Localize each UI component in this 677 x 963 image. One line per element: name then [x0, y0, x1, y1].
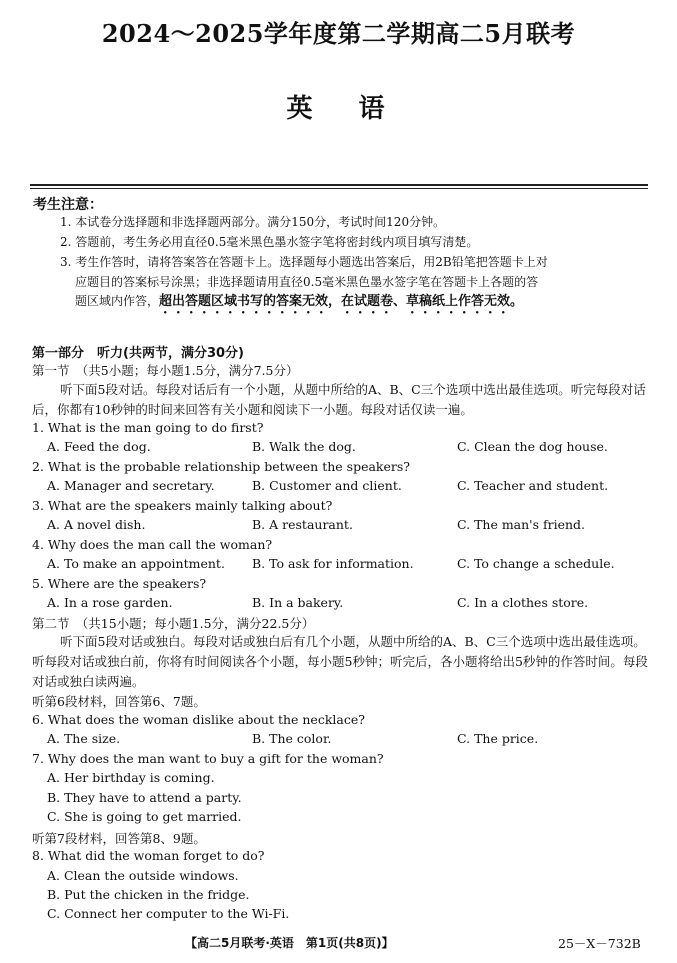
question-8-option-c[interactable]: C. Connect her computer to the Wi-Fi.	[47, 906, 290, 921]
option-c[interactable]: C. The man's friend.	[457, 517, 586, 532]
question-7-option-b[interactable]: B. They have to attend a party.	[47, 790, 242, 805]
question-8: 8. What did the woman forget to do?	[32, 848, 265, 863]
option-a[interactable]: A. Manager and secretary.	[47, 478, 215, 493]
question-7-option-a[interactable]: A. Her birthday is coming.	[47, 770, 215, 785]
question-2: 2. What is the probable relationship between the speakers?	[32, 459, 410, 474]
question-8-option-a[interactable]: A. Clean the outside windows.	[47, 868, 239, 883]
option-a[interactable]: A. The size.	[47, 731, 121, 746]
material-6-label: 听第6段材料，回答第6、7题。	[32, 694, 206, 709]
header-rule-thin	[30, 188, 648, 189]
notice-item-3	[60, 253, 660, 317]
section2-heading: 第二节 （共15小题；每小题1.5分，满分22.5分）	[32, 616, 315, 631]
section2-instructions: 听下面5段对话或独白。每段对话或独白后有几个小题，从题中所给的A、B、C三个选项中选出最佳选项。听每段对话或独白前，你将有时间阅读各个小题，每小题5秒钟；听完后，各小题将给出5秒钟的作答时间。每段对话或独白读两遍。	[32, 634, 648, 689]
notice-item-3-line1: 3. 考生作答时，请将答案答在答题卡上。选择题每小题选出答案后，用2B铅笔把答题卡上对	[60, 255, 548, 269]
question-4: 4. Why does the man call the woman?	[32, 537, 273, 552]
question-7-option-c[interactable]: C. She is going to get married.	[47, 809, 242, 824]
footer-exam-code: 25－X－732B	[558, 936, 641, 951]
option-c[interactable]: C. The price.	[457, 731, 539, 746]
part1-heading: 第一部分 听力(共两节，满分30分)	[32, 346, 244, 361]
option-b[interactable]: B. To ask for information.	[252, 556, 414, 571]
option-b[interactable]: B. In a bakery.	[252, 595, 344, 610]
option-c[interactable]: C. In a clothes store.	[457, 595, 589, 610]
notice-heading: 考生注意：	[33, 197, 103, 213]
option-c[interactable]: C. To change a schedule.	[457, 556, 615, 571]
notice-item-2: 2. 答题前，考生务必用直径0.5毫米黑色墨水签字笔将密封线内项目填写清楚。	[60, 235, 479, 249]
section1-heading: 第一节 （共5小题；每小题1.5分，满分7.5分）	[32, 363, 299, 378]
option-b[interactable]: B. Customer and client.	[252, 478, 402, 493]
notice-item-3-emphasis: 超出答题区域书写的答案无效，在试题卷、草稿纸上作答无效。	[159, 294, 524, 309]
section1-instructions: 听下面5段对话。每段对话后有一个小题，从题中所给的A、B、C三个选项中选出最佳选项。听完每段对话后，你都有10秒钟的时间来回答有关小题和阅读下一小题。每段对话仅读一遍。	[32, 382, 646, 417]
footer-page-info: 【高二5月联考·英语 第1页(共8页)】	[185, 936, 394, 950]
material-7-label: 听第7段材料，回答第8、9题。	[32, 831, 206, 846]
notice-item-3-line3	[60, 292, 660, 317]
notice-item-3-plain: 题区域内作答，	[75, 294, 160, 308]
exam-title: 2024～2025学年度第二学期高二5月联考	[101, 19, 576, 48]
option-c[interactable]: C. Teacher and student.	[457, 478, 609, 493]
question-8-option-b[interactable]: B. Put the chicken in the fridge.	[47, 887, 250, 902]
notice-item-1: 1. 本试卷分选择题和非选择题两部分。满分150分，考试时间120分钟。	[60, 215, 446, 229]
header-rule-thick	[30, 184, 648, 186]
question-6: 6. What does the woman dislike about the necklace?	[32, 712, 365, 727]
option-c[interactable]: C. Clean the dog house.	[457, 439, 608, 454]
question-3: 3. What are the speakers mainly talking about?	[32, 498, 333, 513]
subject-title: 英语	[286, 94, 431, 124]
option-a[interactable]: A. In a rose garden.	[47, 595, 173, 610]
notice-item-3-line2: 应题目的答案标号涂黑；非选择题请用直径0.5毫米黑色墨水签字笔在答题卡上各题的答	[75, 274, 539, 289]
option-a[interactable]: A. A novel dish.	[47, 517, 146, 532]
question-1: 1. What is the man going to do first?	[32, 420, 264, 435]
question-5: 5. Where are the speakers?	[32, 576, 207, 591]
option-a[interactable]: A. To make an appointment.	[47, 556, 225, 571]
option-b[interactable]: B. Walk the dog.	[252, 439, 356, 454]
question-7: 7. Why does the man want to buy a gift for the woman?	[32, 751, 384, 766]
option-a[interactable]: A. Feed the dog.	[47, 439, 151, 454]
option-b[interactable]: B. The color.	[252, 731, 332, 746]
option-b[interactable]: B. A restaurant.	[252, 517, 353, 532]
